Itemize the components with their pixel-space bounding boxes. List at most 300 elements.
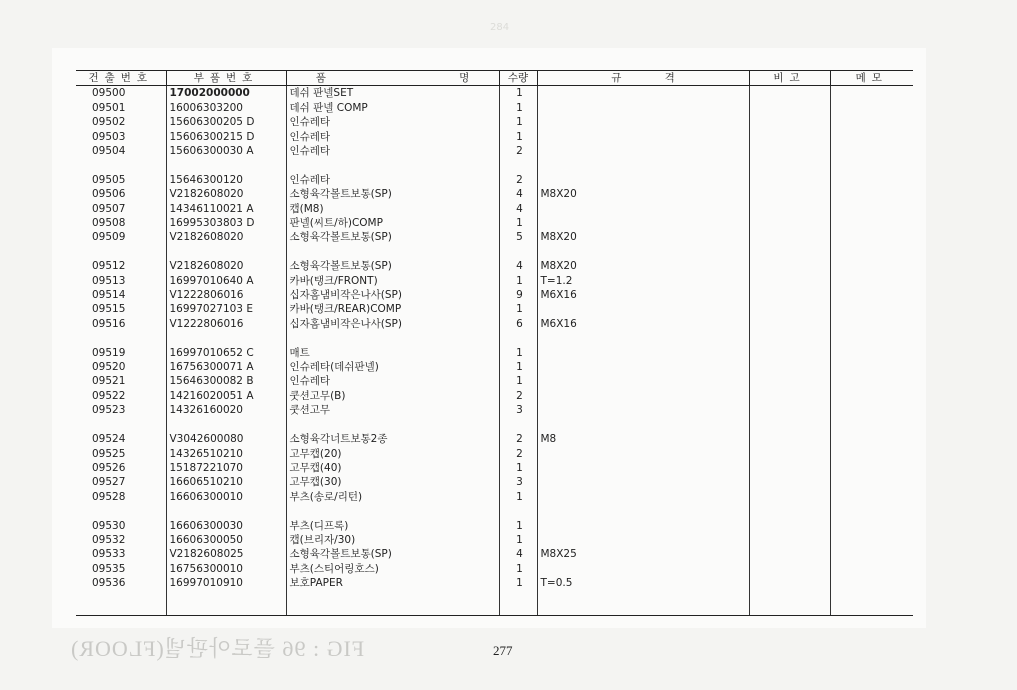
- table-row: [76, 562, 913, 576]
- cell-remarks: [749, 346, 830, 360]
- cell-qty: 1: [499, 130, 537, 144]
- page-number: 277: [493, 643, 513, 658]
- cell-memo: [830, 432, 913, 446]
- cell-part-no: 16606300030: [166, 519, 286, 533]
- cell-spec: [537, 389, 749, 403]
- cell-empty: [499, 158, 537, 172]
- cell-remarks: [749, 547, 830, 561]
- spacer-row: [76, 591, 913, 616]
- cell-remarks: [749, 562, 830, 576]
- cell-part-no: 16997010652 C: [166, 346, 286, 360]
- cell-empty: [499, 591, 537, 616]
- cell-part-no: V2182608020: [166, 259, 286, 273]
- cell-qty: 9: [499, 288, 537, 302]
- cell-spec: [537, 519, 749, 533]
- cell-qty: 1: [499, 101, 537, 115]
- cell-empty: [166, 158, 286, 172]
- cell-memo: [830, 519, 913, 533]
- col-header-part-no: 부품번호: [166, 71, 286, 86]
- cell-remarks: [749, 360, 830, 374]
- cell-part-no: 16997010640 A: [166, 274, 286, 288]
- table-row: [76, 317, 913, 331]
- cell-part-name: 소형육각볼트보통(SP): [286, 547, 499, 561]
- cell-item-no: 09504: [92, 145, 126, 158]
- cell-part-name: 판넬(씨트/하)COMP: [286, 216, 499, 230]
- cell-part-no: V2182608025: [166, 547, 286, 561]
- cell-item-no: 09507: [92, 202, 126, 215]
- cell-memo: [830, 202, 913, 216]
- cell-empty: [286, 245, 499, 259]
- table-row: [76, 187, 913, 201]
- spacer-row: [76, 504, 913, 518]
- cell-empty: [749, 418, 830, 432]
- cell-part-name: 데쉬 판넬SET: [286, 86, 499, 101]
- cell-memo: [830, 576, 913, 590]
- cell-empty: [76, 504, 166, 518]
- table-row: [76, 403, 913, 417]
- cell-qty: 1: [499, 216, 537, 230]
- col-header-part-name: 품 명: [286, 71, 499, 86]
- cell-item-no: 09514: [92, 289, 126, 302]
- cell-memo: [830, 115, 913, 129]
- cell-spec: M6X16: [537, 288, 749, 302]
- cell-part-no: 16997010910: [166, 576, 286, 590]
- table-row: [76, 202, 913, 216]
- cell-spec: [537, 202, 749, 216]
- cell-empty: [830, 418, 913, 432]
- cell-empty: [537, 591, 749, 616]
- cell-part-name: 인슈레타: [286, 115, 499, 129]
- cell-remarks: [749, 461, 830, 475]
- cell-qty: 1: [499, 519, 537, 533]
- cell-empty: [749, 245, 830, 259]
- cell-item-no: 09512: [92, 260, 126, 273]
- cell-spec: [537, 216, 749, 230]
- cell-part-no: 14326510210: [166, 447, 286, 461]
- cell-remarks: [749, 274, 830, 288]
- table-row: [76, 533, 913, 547]
- cell-remarks: [749, 173, 830, 187]
- cell-part-no: 16606300050: [166, 533, 286, 547]
- cell-part-no: 17002000000: [166, 86, 286, 101]
- cell-remarks: [749, 130, 830, 144]
- cell-part-no: V2182608020: [166, 187, 286, 201]
- cell-part-no: 14216020051 A: [166, 389, 286, 403]
- cell-spec: [537, 475, 749, 489]
- cell-part-name: 인슈레타: [286, 374, 499, 388]
- cell-item-no: 09533: [92, 548, 126, 561]
- cell-spec: [537, 461, 749, 475]
- cell-spec: M8X20: [537, 259, 749, 273]
- cell-part-name: 캡(브리자/30): [286, 533, 499, 547]
- cell-item-no: 09502: [92, 116, 126, 129]
- cell-item-no: 09516: [92, 317, 126, 330]
- cell-qty: 4: [499, 259, 537, 273]
- cell-item-no: 09526: [92, 461, 126, 474]
- cell-item-no: 09523: [92, 404, 126, 417]
- cell-spec: [537, 86, 749, 101]
- cell-part-name: 인슈레타: [286, 144, 499, 158]
- cell-part-name: 보호PAPER: [286, 576, 499, 590]
- cell-remarks: [749, 374, 830, 388]
- cell-part-name: 십자홈냄비작은나사(SP): [286, 317, 499, 331]
- cell-spec: T=0.5: [537, 576, 749, 590]
- cell-item-no: 09506: [92, 188, 126, 201]
- cell-memo: [830, 288, 913, 302]
- cell-part-name: 고무캡(20): [286, 447, 499, 461]
- cell-memo: [830, 86, 913, 101]
- cell-part-name: 쿳션고무: [286, 403, 499, 417]
- cell-empty: [286, 331, 499, 345]
- table-row: [76, 115, 913, 129]
- cell-spec: [537, 144, 749, 158]
- cell-memo: [830, 144, 913, 158]
- cell-part-name: 인슈레타: [286, 173, 499, 187]
- cell-item-no: 09500: [92, 87, 126, 100]
- cell-qty: 1: [499, 374, 537, 388]
- cell-part-name: 소형육각볼트보통(SP): [286, 230, 499, 244]
- cell-spec: [537, 403, 749, 417]
- cell-part-no: 16997027103 E: [166, 302, 286, 316]
- cell-spec: [537, 130, 749, 144]
- cell-empty: [830, 158, 913, 172]
- cell-empty: [76, 158, 166, 172]
- cell-part-name: 매트: [286, 346, 499, 360]
- cell-memo: [830, 461, 913, 475]
- cell-item-no: 09522: [92, 389, 126, 402]
- cell-empty: [830, 331, 913, 345]
- cell-empty: [166, 504, 286, 518]
- cell-part-no: V3042600080: [166, 432, 286, 446]
- cell-part-no: 16756300010: [166, 562, 286, 576]
- cell-memo: [830, 230, 913, 244]
- cell-qty: 1: [499, 576, 537, 590]
- cell-empty: [166, 591, 286, 616]
- cell-memo: [830, 173, 913, 187]
- cell-remarks: [749, 202, 830, 216]
- table-row: [76, 274, 913, 288]
- cell-part-name: 인슈레타(데쉬판넬): [286, 360, 499, 374]
- cell-remarks: [749, 317, 830, 331]
- cell-part-name: 카바(탱크/REAR)COMP: [286, 302, 499, 316]
- cell-remarks: [749, 490, 830, 504]
- cell-remarks: [749, 475, 830, 489]
- cell-empty: [286, 418, 499, 432]
- cell-spec: M8X25: [537, 547, 749, 561]
- cell-qty: 2: [499, 389, 537, 403]
- table-row: [76, 360, 913, 374]
- cell-part-name: 소형육각볼트보통(SP): [286, 187, 499, 201]
- cell-part-name: 고무캡(40): [286, 461, 499, 475]
- cell-spec: [537, 533, 749, 547]
- table-row: [76, 547, 913, 561]
- cell-part-no: 16995303803 D: [166, 216, 286, 230]
- cell-part-no: 15606300205 D: [166, 115, 286, 129]
- cell-empty: [537, 331, 749, 345]
- cell-qty: 1: [499, 302, 537, 316]
- cell-part-no: V1222806016: [166, 288, 286, 302]
- cell-part-name: 소형육각볼트보통(SP): [286, 259, 499, 273]
- cell-spec: T=1.2: [537, 274, 749, 288]
- cell-qty: 1: [499, 490, 537, 504]
- cell-empty: [76, 245, 166, 259]
- cell-item-no: 09528: [92, 490, 126, 503]
- cell-part-no: 16756300071 A: [166, 360, 286, 374]
- cell-qty: 2: [499, 432, 537, 446]
- cell-spec: M8: [537, 432, 749, 446]
- cell-memo: [830, 475, 913, 489]
- table-row: [76, 389, 913, 403]
- cell-part-name: 캡(M8): [286, 202, 499, 216]
- cell-memo: [830, 274, 913, 288]
- cell-item-no: 09503: [92, 130, 126, 143]
- cell-memo: [830, 346, 913, 360]
- cell-remarks: [749, 101, 830, 115]
- cell-qty: 1: [499, 360, 537, 374]
- cell-empty: [830, 504, 913, 518]
- spacer-row: [76, 245, 913, 259]
- cell-item-no: 09508: [92, 217, 126, 230]
- cell-memo: [830, 130, 913, 144]
- cell-remarks: [749, 216, 830, 230]
- cell-memo: [830, 259, 913, 273]
- cell-qty: 3: [499, 475, 537, 489]
- table-header-row: [76, 71, 913, 86]
- cell-empty: [830, 245, 913, 259]
- cell-remarks: [749, 86, 830, 101]
- cell-spec: [537, 101, 749, 115]
- cell-remarks: [749, 432, 830, 446]
- table-row: [76, 461, 913, 475]
- cell-qty: 1: [499, 562, 537, 576]
- spacer-row: [76, 331, 913, 345]
- cell-part-name: 쿳션고무(B): [286, 389, 499, 403]
- cell-empty: [76, 331, 166, 345]
- cell-remarks: [749, 447, 830, 461]
- cell-qty: 2: [499, 447, 537, 461]
- cell-item-no: 09525: [92, 447, 126, 460]
- cell-remarks: [749, 288, 830, 302]
- table-row: [76, 86, 913, 101]
- cell-part-no: V1222806016: [166, 317, 286, 331]
- cell-qty: 5: [499, 230, 537, 244]
- cell-spec: [537, 115, 749, 129]
- cell-empty: [749, 504, 830, 518]
- cell-part-name: 부츠(송로/리턴): [286, 490, 499, 504]
- cell-part-name: 부츠(디프록): [286, 519, 499, 533]
- cell-memo: [830, 533, 913, 547]
- cell-empty: [537, 418, 749, 432]
- table-row: [76, 302, 913, 316]
- cell-item-no: 09509: [92, 231, 126, 244]
- col-header-qty: 수량: [499, 71, 537, 86]
- table-row: [76, 374, 913, 388]
- cell-item-no: 09527: [92, 476, 126, 489]
- cell-part-no: 15606300030 A: [166, 144, 286, 158]
- cell-memo: [830, 490, 913, 504]
- cell-qty: 1: [499, 346, 537, 360]
- table-row: [76, 346, 913, 360]
- table-row: [76, 576, 913, 590]
- cell-item-no: 09513: [92, 274, 126, 287]
- cell-part-name: 십자홈냄비작은나사(SP): [286, 288, 499, 302]
- cell-remarks: [749, 389, 830, 403]
- table-row: [76, 216, 913, 230]
- cell-item-no: 09530: [92, 519, 126, 532]
- cell-remarks: [749, 259, 830, 273]
- cell-part-no: 15646300082 B: [166, 374, 286, 388]
- cell-qty: 1: [499, 461, 537, 475]
- cell-part-no: 15606300215 D: [166, 130, 286, 144]
- cell-qty: 1: [499, 86, 537, 101]
- table-row: [76, 259, 913, 273]
- table-row: [76, 288, 913, 302]
- cell-spec: [537, 447, 749, 461]
- cell-part-no: 14326160020: [166, 403, 286, 417]
- table-row: [76, 230, 913, 244]
- table-row: [76, 144, 913, 158]
- cell-empty: [76, 591, 166, 616]
- cell-empty: [286, 504, 499, 518]
- cell-empty: [537, 504, 749, 518]
- cell-item-no: 09521: [92, 375, 126, 388]
- cell-part-name: 부츠(스티어링호스): [286, 562, 499, 576]
- cell-empty: [499, 245, 537, 259]
- cell-memo: [830, 389, 913, 403]
- cell-memo: [830, 317, 913, 331]
- cell-part-name: 인슈레타: [286, 130, 499, 144]
- parts-table-body: [76, 86, 913, 615]
- cell-remarks: [749, 403, 830, 417]
- cell-spec: [537, 346, 749, 360]
- table-row: [76, 101, 913, 115]
- cell-spec: [537, 562, 749, 576]
- cell-spec: [537, 490, 749, 504]
- cell-spec: [537, 360, 749, 374]
- cell-empty: [166, 245, 286, 259]
- spacer-row: [76, 158, 913, 172]
- cell-qty: 4: [499, 187, 537, 201]
- cell-part-no: 14346110021 A: [166, 202, 286, 216]
- cell-part-no: 16606510210: [166, 475, 286, 489]
- cell-part-name: 카바(탱크/FRONT): [286, 274, 499, 288]
- cell-memo: [830, 447, 913, 461]
- cell-memo: [830, 403, 913, 417]
- cell-remarks: [749, 144, 830, 158]
- cell-item-no: 09532: [92, 533, 126, 546]
- cell-remarks: [749, 533, 830, 547]
- cell-empty: [749, 591, 830, 616]
- cell-item-no: 09535: [92, 562, 126, 575]
- col-header-spec: 규 격: [537, 71, 749, 86]
- table-row: [76, 475, 913, 489]
- cell-memo: [830, 360, 913, 374]
- cell-part-name: 고무캡(30): [286, 475, 499, 489]
- cell-memo: [830, 216, 913, 230]
- table-row: [76, 490, 913, 504]
- cell-memo: [830, 562, 913, 576]
- cell-qty: 3: [499, 403, 537, 417]
- table-row: [76, 432, 913, 446]
- table-row: [76, 447, 913, 461]
- cell-empty: [537, 158, 749, 172]
- cell-qty: 4: [499, 547, 537, 561]
- cell-memo: [830, 101, 913, 115]
- cell-empty: [499, 331, 537, 345]
- cell-qty: 2: [499, 144, 537, 158]
- cell-qty: 4: [499, 202, 537, 216]
- cell-item-no: 09515: [92, 303, 126, 316]
- cell-part-no: V2182608020: [166, 230, 286, 244]
- cell-item-no: 09505: [92, 173, 126, 186]
- spacer-row: [76, 418, 913, 432]
- cell-empty: [286, 158, 499, 172]
- cell-remarks: [749, 230, 830, 244]
- cell-remarks: [749, 576, 830, 590]
- cell-empty: [76, 418, 166, 432]
- cell-memo: [830, 547, 913, 561]
- cell-spec: M6X16: [537, 317, 749, 331]
- cell-part-no: 15187221070: [166, 461, 286, 475]
- bleed-through-page-number: 284: [490, 22, 510, 33]
- cell-spec: [537, 374, 749, 388]
- table-row: [76, 519, 913, 533]
- cell-empty: [749, 331, 830, 345]
- cell-empty: [499, 418, 537, 432]
- cell-part-no: 15646300120: [166, 173, 286, 187]
- cell-memo: [830, 187, 913, 201]
- table-row: [76, 130, 913, 144]
- cell-item-no: 09536: [92, 577, 126, 590]
- cell-item-no: 09501: [92, 101, 126, 114]
- cell-spec: [537, 302, 749, 316]
- cell-empty: [499, 504, 537, 518]
- cell-empty: [749, 158, 830, 172]
- cell-part-no: 16006303200: [166, 101, 286, 115]
- cell-qty: 2: [499, 173, 537, 187]
- cell-empty: [830, 591, 913, 616]
- cell-remarks: [749, 302, 830, 316]
- cell-empty: [166, 331, 286, 345]
- cell-empty: [286, 591, 499, 616]
- cell-remarks: [749, 187, 830, 201]
- cell-empty: [166, 418, 286, 432]
- cell-memo: [830, 374, 913, 388]
- cell-part-name: 소형육각너트보통2종: [286, 432, 499, 446]
- cell-part-no: 16606300010: [166, 490, 286, 504]
- cell-item-no: 09519: [92, 346, 126, 359]
- cell-spec: [537, 173, 749, 187]
- table-row: [76, 173, 913, 187]
- col-header-memo: 메모: [830, 71, 913, 86]
- cell-part-name: 데쉬 판넬 COMP: [286, 101, 499, 115]
- cell-spec: M8X20: [537, 187, 749, 201]
- cell-qty: 1: [499, 274, 537, 288]
- cell-qty: 6: [499, 317, 537, 331]
- col-header-remarks: 비고: [749, 71, 830, 86]
- bleed-through-caption: FIG : 96 플로아판넬(FLOOR): [70, 636, 365, 661]
- cell-qty: 1: [499, 533, 537, 547]
- cell-remarks: [749, 115, 830, 129]
- cell-remarks: [749, 519, 830, 533]
- cell-spec: M8X20: [537, 230, 749, 244]
- col-header-item-no: 건출번호: [76, 71, 166, 86]
- cell-qty: 1: [499, 115, 537, 129]
- parts-table: [76, 70, 913, 616]
- cell-memo: [830, 302, 913, 316]
- cell-item-no: 09520: [92, 361, 126, 374]
- cell-item-no: 09524: [92, 433, 126, 446]
